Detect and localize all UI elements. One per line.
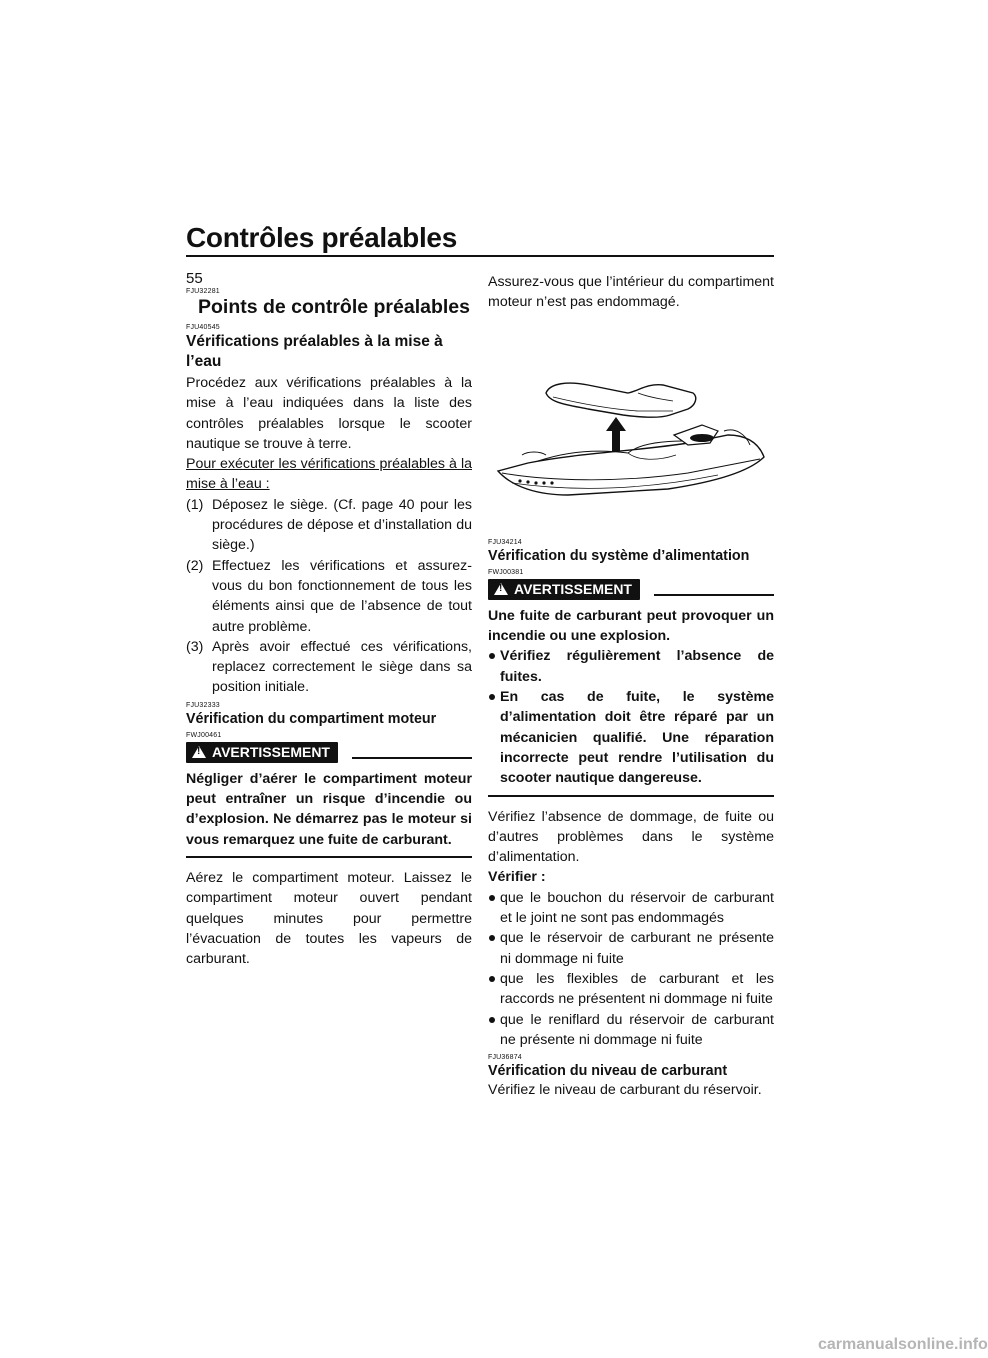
check-item: que le bouchon du réservoir de carburant et le joint ne sont pas endommagés <box>488 888 774 929</box>
warning-bullet: En cas de fuite, le système d’alimentation doit être réparé par un mécanicien qualifié. Une réparation incorrecte peut rendre l’utilisation du scooter nautique dangereuse. <box>488 687 774 788</box>
subsection-title: Vérification du système d’alimentation <box>488 547 750 564</box>
watercraft-seat-removal-illustration <box>488 323 774 523</box>
warning-text: Une fuite de carburant peut provoquer un incendie ou une explosion. <box>488 607 774 645</box>
warning-box <box>186 742 472 858</box>
check-item: que le réservoir de carburant ne présente ni dommage ni fuite <box>488 928 774 969</box>
paragraph: Vérifiez l’absence de dommage, de fuite ou d’autres problèmes dans le système d’alimentation. <box>488 808 774 866</box>
ref-code: FJU32333 <box>186 701 220 709</box>
step-item: (3) Après avoir effectué ces vérifications, replacez correctement le siège dans sa position initiale. <box>186 638 472 696</box>
warning-icon: ! <box>494 583 508 595</box>
warning-badge: ! AVERTISSEMENT <box>186 742 338 763</box>
page-number: 55 <box>186 270 203 287</box>
subsection-title: Vérifications préalables à la mise à l’eau <box>186 333 443 370</box>
ref-code: FWJ00381 <box>488 568 524 576</box>
paragraph: Assurez-vous que l’intérieur du compartiment moteur n’est pas endommagé. <box>488 274 774 311</box>
underlined-intro: Pour exécuter les vérifications préalables à la mise à l’eau : <box>186 456 472 493</box>
ref-code: FJU40545 <box>186 324 220 331</box>
ref-code: FJU36874 <box>488 1054 522 1062</box>
ref-code: FJU34214 <box>488 538 522 546</box>
warning-end-rule <box>186 856 472 858</box>
step-item: (2) Effectuez les vérifications et assurez-vous du bon fonctionnement de tous les éléments ainsi que de l’absence de tout autre problème. <box>186 557 472 635</box>
warning-bullet: Vérifiez régulièrement l’absence de fuites. <box>488 646 774 687</box>
warning-box <box>488 579 774 797</box>
paragraph: Aérez le compartiment moteur. Laissez le compartiment moteur ouvert pendant quelques minutes pour permettre l’évacuation de toutes les vapeurs de carburant. <box>186 869 472 968</box>
check-label: Vérifier : <box>488 869 546 886</box>
section-title: Points de contrôle préalables <box>198 296 470 318</box>
right-column <box>488 272 774 1100</box>
ref-code: FWJ00461 <box>186 731 222 739</box>
subsection-title: Vérification du niveau de carburant <box>488 1063 728 1080</box>
left-column <box>186 288 472 969</box>
warning-rule <box>654 594 774 596</box>
ref-code: FJU32281 <box>186 288 220 295</box>
subsection-title: Vérification du compartiment moteur <box>186 710 437 727</box>
paragraph: Vérifiez le niveau de carburant du réservoir. <box>488 1082 762 1099</box>
warning-rule <box>352 757 472 759</box>
warning-text: Négliger d’aérer le compartiment moteur peut entraîner un risque d’incendie ou d’explosion. Ne démarrez pas le moteur si vous remarquez une fuite de carburant. <box>186 770 472 848</box>
header-rule <box>186 255 774 257</box>
warning-end-rule <box>488 795 774 797</box>
page-title: Contrôles préalables <box>186 222 457 253</box>
check-item: que les flexibles de carburant et les raccords ne présentent ni dommage ni fuite <box>488 969 774 1010</box>
paragraph: Procédez aux vérifications préalables à la mise à l’eau indiquées dans la liste des contrôles préalables lorsque le scooter nautique se trouve à terre. <box>186 375 472 452</box>
check-item: que le reniflard du réservoir de carburant ne présente ni dommage ni fuite <box>488 1010 774 1051</box>
warning-badge: ! AVERTISSEMENT <box>488 579 640 600</box>
step-item: (1) Déposez le siège. (Cf. page 40 pour les procédures de dépose et d’installation du siège.) <box>186 496 472 554</box>
watermark: carmanualsonline.info <box>818 1336 988 1353</box>
warning-icon: ! <box>192 746 206 758</box>
